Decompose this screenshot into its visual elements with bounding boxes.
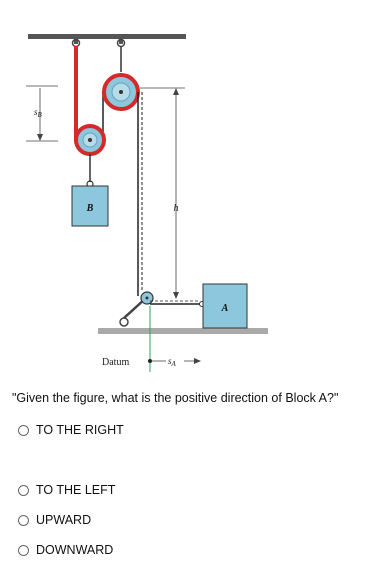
sa-label: $s_A$: [168, 356, 176, 368]
option-to-the-left[interactable]: [18, 481, 115, 499]
sa-arrow-head: [194, 358, 201, 364]
radio-button-icon[interactable]: [18, 485, 29, 496]
block-b-label: B: [86, 203, 94, 214]
h-arrow-top: [173, 88, 179, 95]
datum-label: Datum: [102, 357, 130, 368]
h-label: h: [173, 203, 179, 214]
upper-pulley-axle: [119, 90, 123, 94]
floor-anchor: [120, 318, 128, 326]
sb-label: $s_B$: [34, 107, 42, 119]
option-to-the-right[interactable]: [18, 421, 124, 439]
lower-pulley-axle: [88, 138, 92, 142]
radio-button-icon[interactable]: [18, 425, 29, 436]
floor: [98, 328, 268, 334]
ceiling: [28, 34, 186, 39]
option-label: TO THE LEFT: [36, 483, 116, 497]
block-a-label: A: [221, 303, 229, 314]
radio-button-icon[interactable]: [18, 515, 29, 526]
datum-dot: [148, 359, 152, 363]
option-upward[interactable]: [18, 511, 91, 529]
question-text: "Given the figure, what is the positive direction of Block A?": [12, 391, 339, 405]
option-label: DOWNWARD: [36, 543, 114, 557]
sb-arrow-head: [37, 134, 43, 141]
option-label: TO THE RIGHT: [36, 423, 124, 437]
option-label: UPWARD: [36, 513, 92, 527]
option-downward[interactable]: [18, 541, 113, 559]
h-arrow-bottom: [173, 292, 179, 299]
floor-pulley-axle: [146, 297, 149, 300]
radio-button-icon[interactable]: [18, 545, 29, 556]
